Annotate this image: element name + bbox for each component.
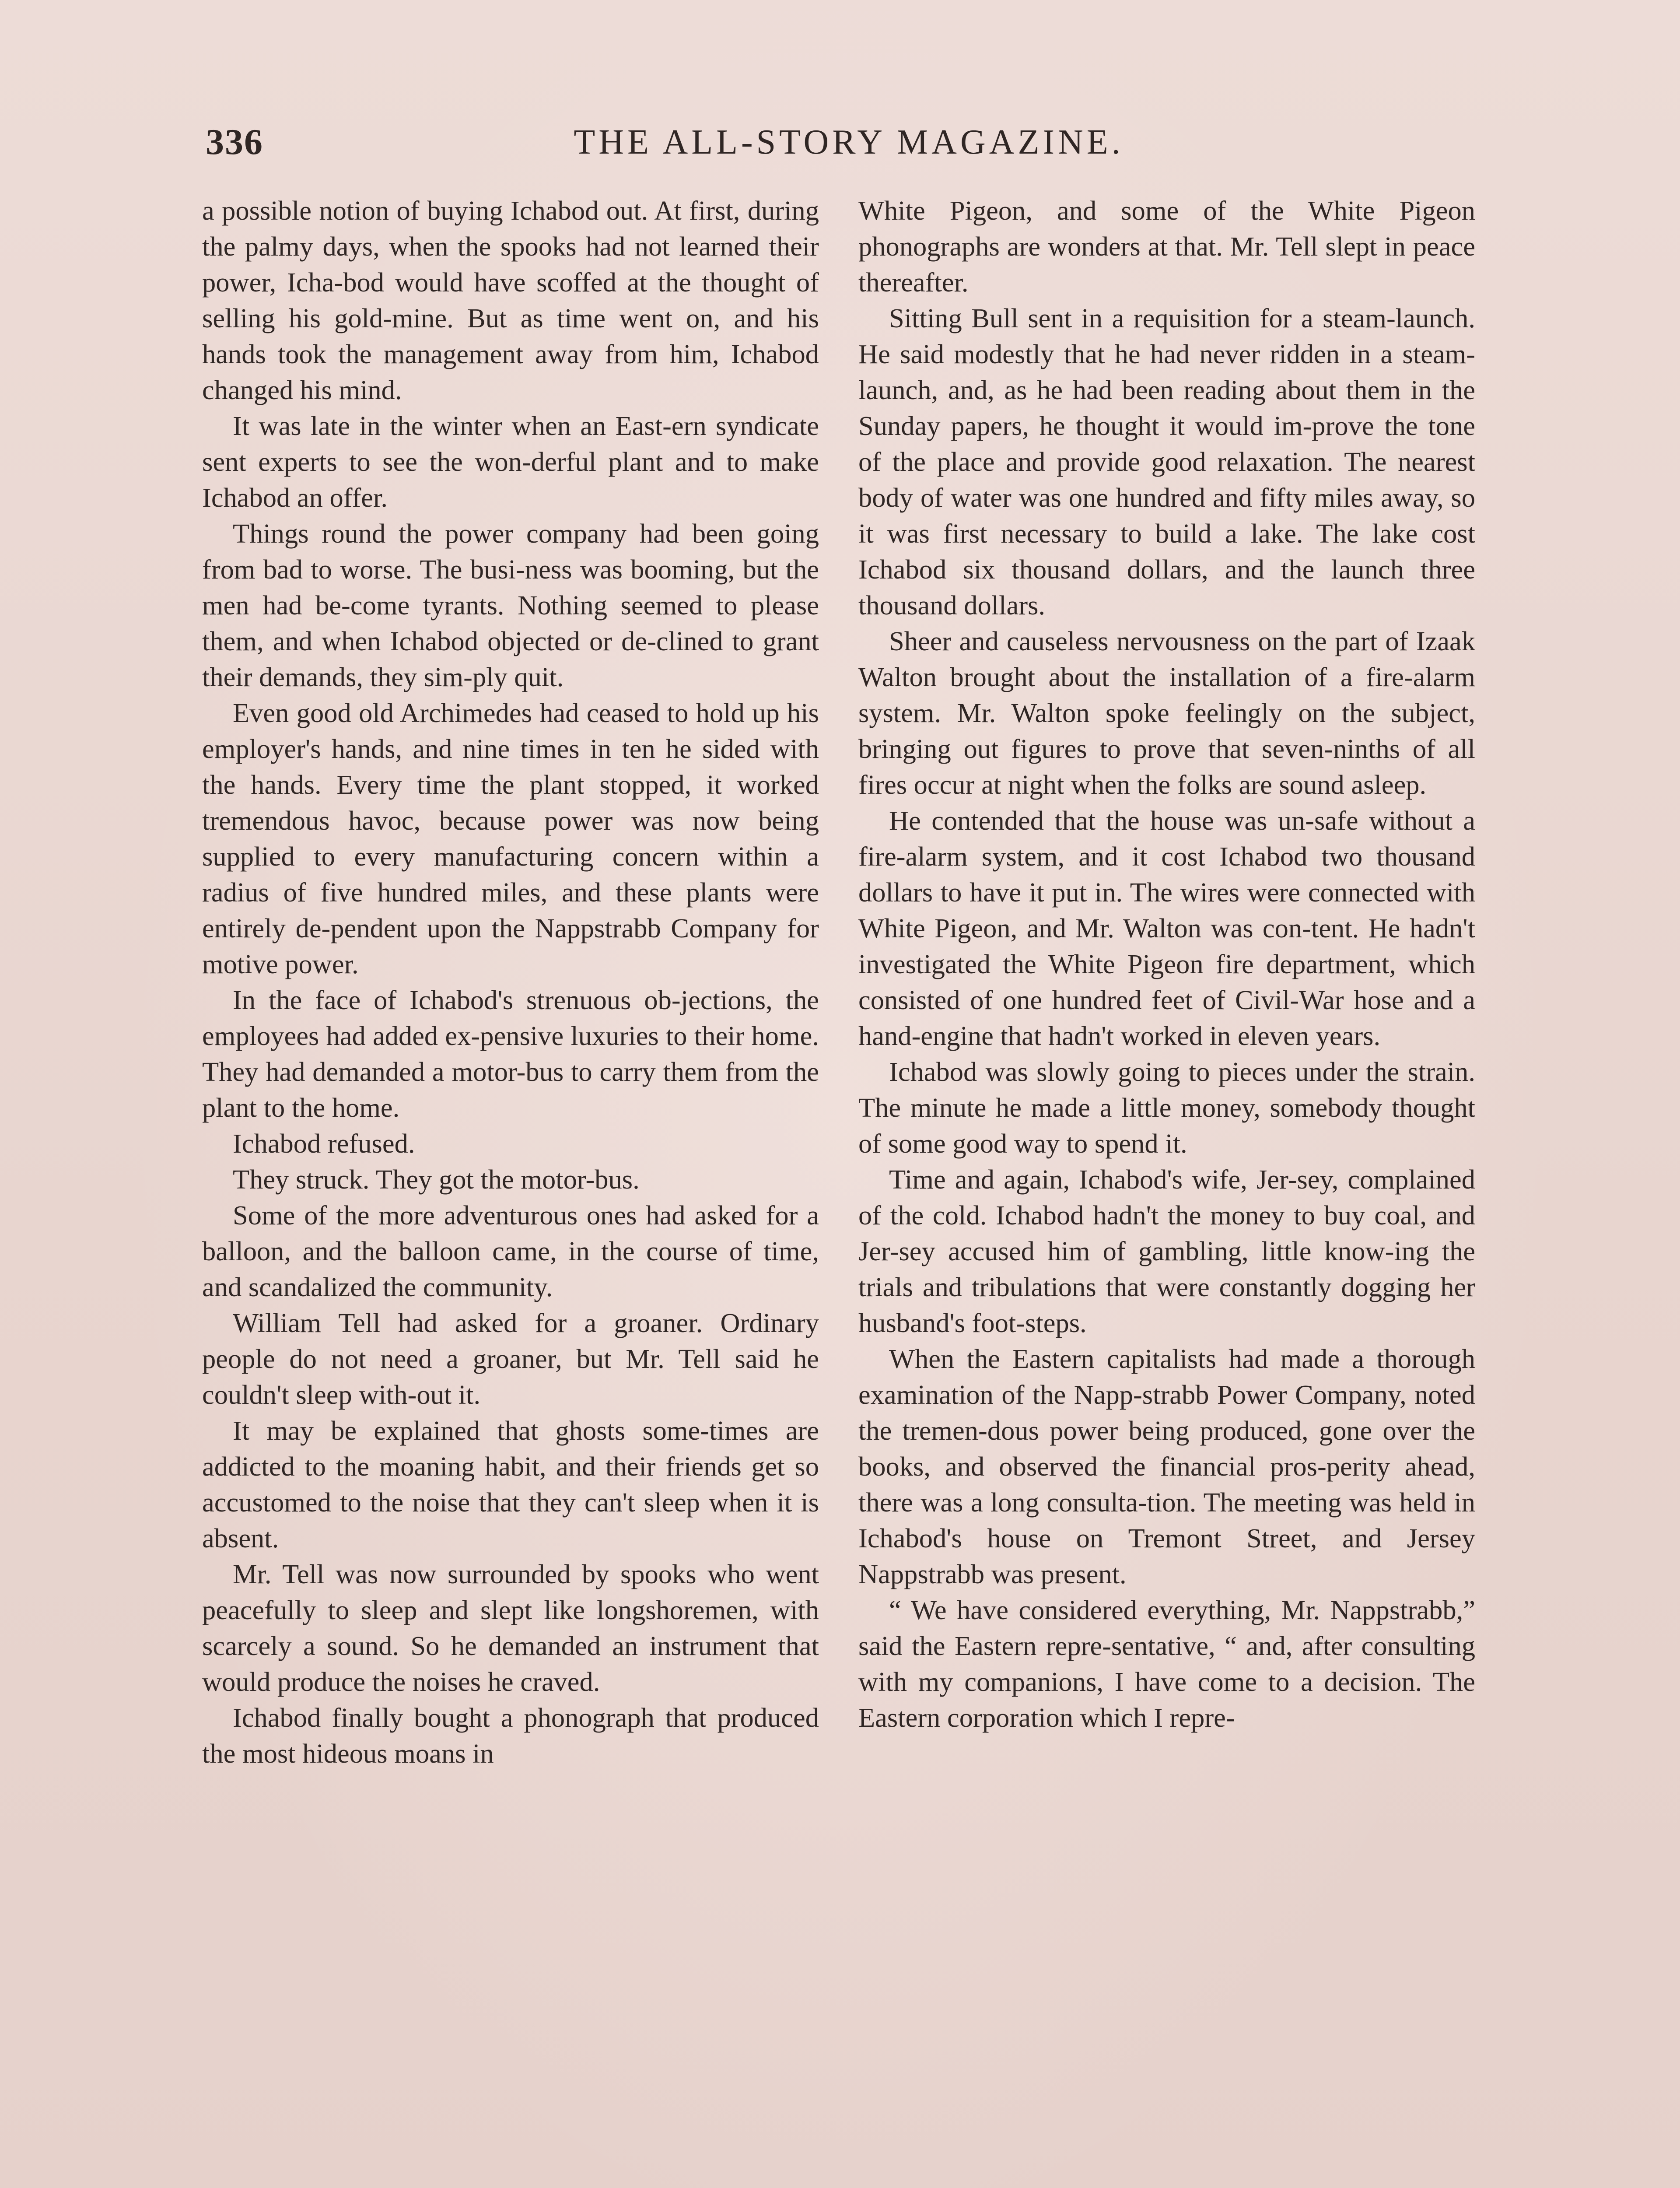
paragraph: He contended that the house was un-safe without a fire-alarm system, and it cost Ichabod two thousand dollars to have it put in. The wires were connected with White Pigeon, and Mr. Walton was con-tent. He hadn't investigated the White Pigeon fire department, which consisted of one hundred feet of Civil-War hose and a hand-engine that hadn't worked in eleven years. <box>858 805 1475 1051</box>
paragraph: Mr. Tell was now surrounded by spooks who went peacefully to sleep and slept like longshoremen, with scarcely a sound. So he demanded an instrument that would produce the noises he craved. <box>202 1559 819 1697</box>
paragraph: “ We have considered everything, Mr. Nappstrabb,” said the Eastern repre-sentative, “ and, after consulting with my companions, I have come to a decision. The Eastern corporation which I repre- <box>858 1595 1475 1733</box>
paragraph: Some of the more adventurous ones had asked for a balloon, and the balloon came, in the course of time, and scandalized the community. <box>202 1200 819 1302</box>
page-header <box>206 118 1492 166</box>
paragraph: It was late in the winter when an East-ern syndicate sent experts to see the won-derful plant and to make Ichabod an offer. <box>202 410 819 513</box>
paragraph: It may be explained that ghosts some-times are addicted to the moaning habit, and their friends get so accustomed to the noise that they can't sleep when it is absent. <box>202 1415 819 1553</box>
paragraph: Even good old Archimedes had ceased to hold up his employer's hands, and nine times in ten he sided with the hands. Every time the plant stopped, it worked tremendous havoc, because power was now being supplied to every manufacturing concern within a radius of five hundred miles, and these plants were entirely de-pendent upon the Nappstrabb Company for motive power. <box>202 698 819 979</box>
paragraph: In the face of Ichabod's strenuous ob-jections, the employees had added ex-pensive luxuries to their home. They had demanded a motor-bus to carry them from the plant to the home. <box>202 985 819 1123</box>
paragraph: Things round the power company had been going from bad to worse. The busi-ness was booming, but the men had be-come tyrants. Nothing seemed to please them, and when Ichabod objected or de-clined to grant their demands, they sim-ply quit. <box>202 518 819 692</box>
paragraph: Ichabod refused. <box>233 1128 415 1159</box>
paragraph: Time and again, Ichabod's wife, Jer-sey, complained of the cold. Ichabod hadn't the money to buy coal, and Jer-sey accused him of gambling, little know-ing the trials and tribulations that were constantly dogging her husband's foot-steps. <box>858 1164 1475 1338</box>
right-text-column <box>858 193 1475 2188</box>
paragraph: When the Eastern capitalists had made a thorough examination of the Napp-strabb Power Company, noted the tremen-dous power being produced, gone over the books, and observed the financial pros-perity ahead, there was a long consulta-tion. The meeting was held in Ichabod's house on Tremont Street, and Jersey Nappstrabb was present. <box>858 1343 1475 1589</box>
paragraph: William Tell had asked for a groaner. Ordinary people do not need a groaner, but Mr. Tell said he couldn't sleep with-out it. <box>202 1308 819 1410</box>
paragraph: Sheer and causeless nervousness on the part of Izaak Walton brought about the installation of a fire-alarm system. Mr. Walton spoke feelingly on the subject, bringing out figures to prove that seven-ninths of all fires occur at night when the folks are sound asleep. <box>858 626 1475 800</box>
left-text-column <box>202 193 819 2188</box>
paragraph: Sitting Bull sent in a requisition for a steam-launch. He said modestly that he had never ridden in a steam-launch, and, as he had been reading about them in the Sunday papers, he thought it would im-prove the tone of the place and provide good relaxation. The nearest body of water was one hundred and fifty miles away, so it was first necessary to build a lake. The lake cost Ichabod six thousand dollars, and the launch three thousand dollars. <box>858 303 1475 621</box>
paragraph: Ichabod finally bought a phonograph that produced the most hideous moans in <box>202 1702 819 1769</box>
paragraph: Ichabod was slowly going to pieces under the strain. The minute he made a little money, somebody thought of some good way to spend it. <box>858 1056 1475 1159</box>
running-head: THE ALL-STORY MAGAZINE. <box>574 123 1124 161</box>
paragraph: White Pigeon, and some of the White Pigeon phonographs are wonders at that. Mr. Tell slept in peace thereafter. <box>858 195 1475 298</box>
paragraph: a possible notion of buying Ichabod out. At first, during the palmy days, when the spooks had not learned their power, Icha-bod would have scoffed at the thought of selling his gold-mine. But as time went on, and his hands took the management away from him, Ichabod changed his mind. <box>202 195 819 405</box>
paragraph: They struck. They got the motor-bus. <box>233 1164 640 1195</box>
page-number: 336 <box>206 122 263 162</box>
